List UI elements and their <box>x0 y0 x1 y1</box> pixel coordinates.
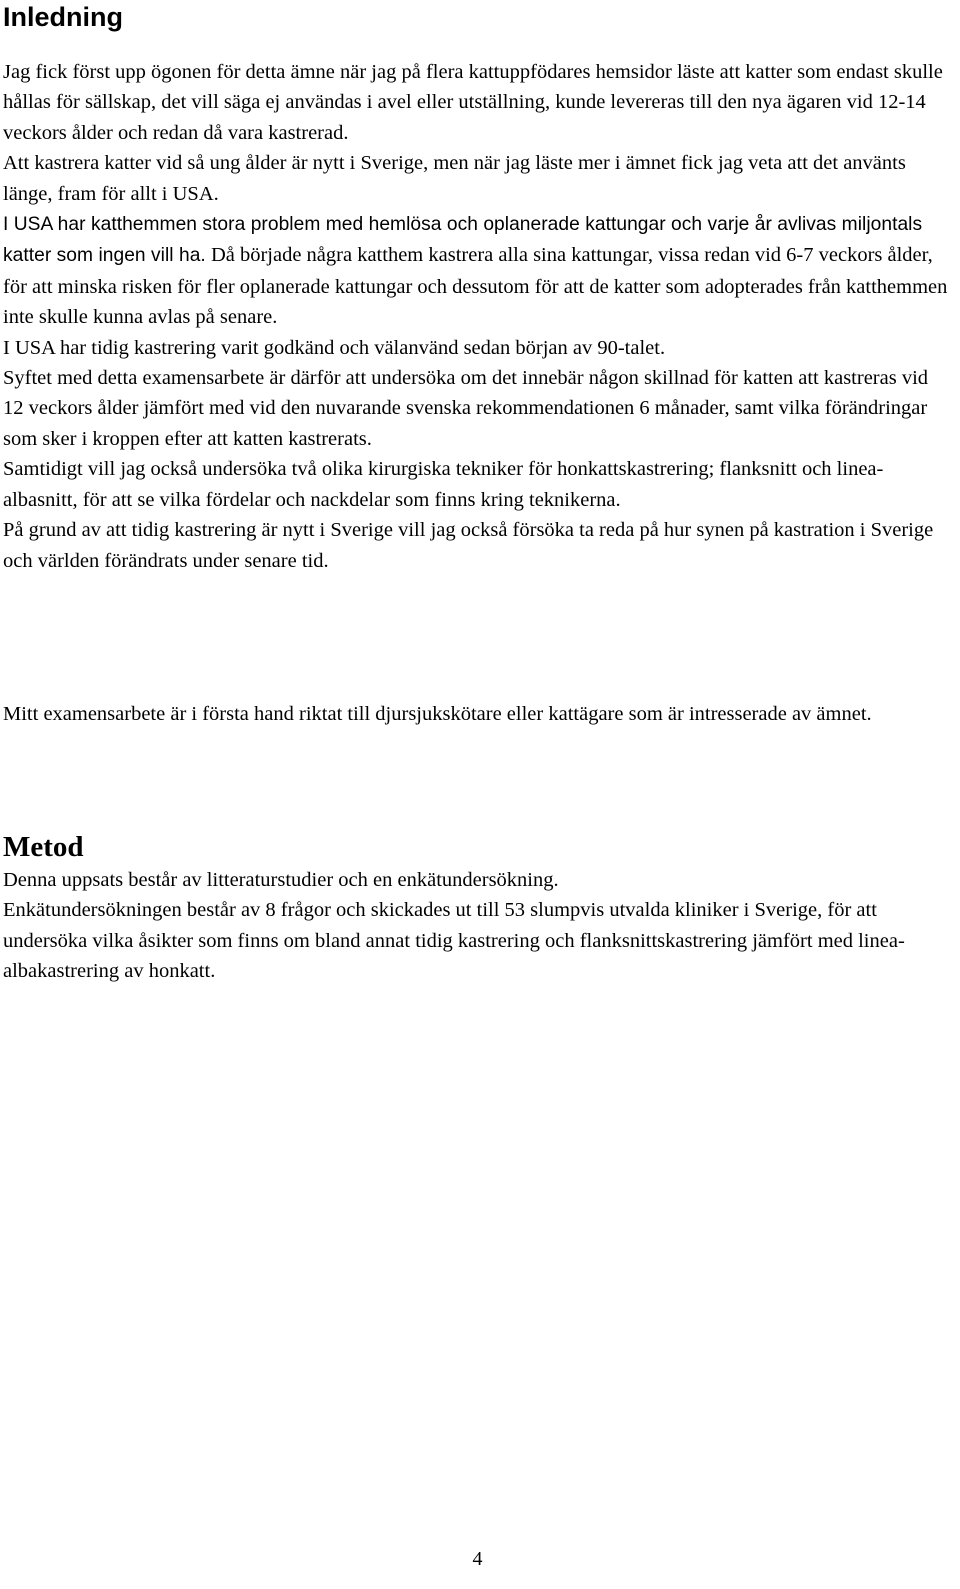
paragraph-survey: Enkätundersökningen består av 8 frågor och skickades ut till 53 slumpvis utvalda kliniker i Sverige, för att undersöka vilka åsikter som finns om bland annat tidig kastrering och flanksnittskastrering jämfört med linea-albakastrering av honkatt. <box>3 899 905 983</box>
paragraph-background: Jag fick först upp ögonen för detta ämne när jag på flera kattuppfödares hemsidor läste att katter som endast skulle hållas för sällskap, det vill säga ej användas i avel eller utställning, kunde levereras till den nya ägaren vid 12-14 veckors ålder och redan då vara kastrerad. <box>3 61 943 144</box>
paragraph-audience: Mitt examensarbete är i första hand riktat till djursjukskötare eller kattägare som är intresserade av ämnet. <box>3 703 872 725</box>
usa-shelters-serif-text: Då började några katthem kastrera alla sina kattungar, vissa redan vid 6-7 veckors ålder, för att minska risken för fler oplanerade kattungar och dessutom för att de katter som adopterades från katthemmen inte skulle kunna avlas på senare. <box>3 244 948 329</box>
paragraph-sweden-usa: Att kastrera katter vid så ung ålder är nytt i Sverige, men när jag läste mer i ämnet fick jag veta att det använts länge, fram för allt i USA. <box>3 152 906 205</box>
paragraph-method-summary: Denna uppsats består av litteraturstudier och en enkätundersökning. <box>3 869 559 891</box>
paragraph-perception: På grund av att tidig kastrering är nytt i Sverige vill jag också försöka ta reda på hur synen på kastration i Sverige och världen förändrats under senare tid. <box>3 519 934 572</box>
page-number-text: 4 <box>472 1548 483 1570</box>
usa-shelters-sans-text: I USA har katthemmen stora problem med hemlösa och oplanerade kattungar och varje år avlivas miljontals katter som ingen vill ha. <box>3 214 923 267</box>
paragraph-usa-shelters <box>3 209 953 333</box>
paragraph-purpose: Syftet med detta examensarbete är därför att undersöka om det innebär någon skillnad för katten att kastreras vid 12 veckors ålder jämfört med vid den nuvarande svenska rekommendationen 6 månader, samt vilka förändringar som sker i kroppen efter att katten kastrerats. <box>3 367 929 450</box>
heading-metod: Metod <box>3 831 84 863</box>
paragraph-usa-history: I USA har tidig kastrering varit godkänd och välanvänd sedan början av 90-talet. <box>3 336 666 359</box>
page-number <box>3 1547 953 1571</box>
paragraph-techniques: Samtidigt vill jag också undersöka två olika kirurgiska tekniker för honkattskastrering; flanksnitt och linea-albasnitt, för att se vilka fördelar och nackdelar som finns kring teknikerna. <box>3 458 884 511</box>
heading-inledning: Inledning <box>3 2 123 32</box>
method-section <box>3 865 953 987</box>
intro-section <box>3 57 953 576</box>
